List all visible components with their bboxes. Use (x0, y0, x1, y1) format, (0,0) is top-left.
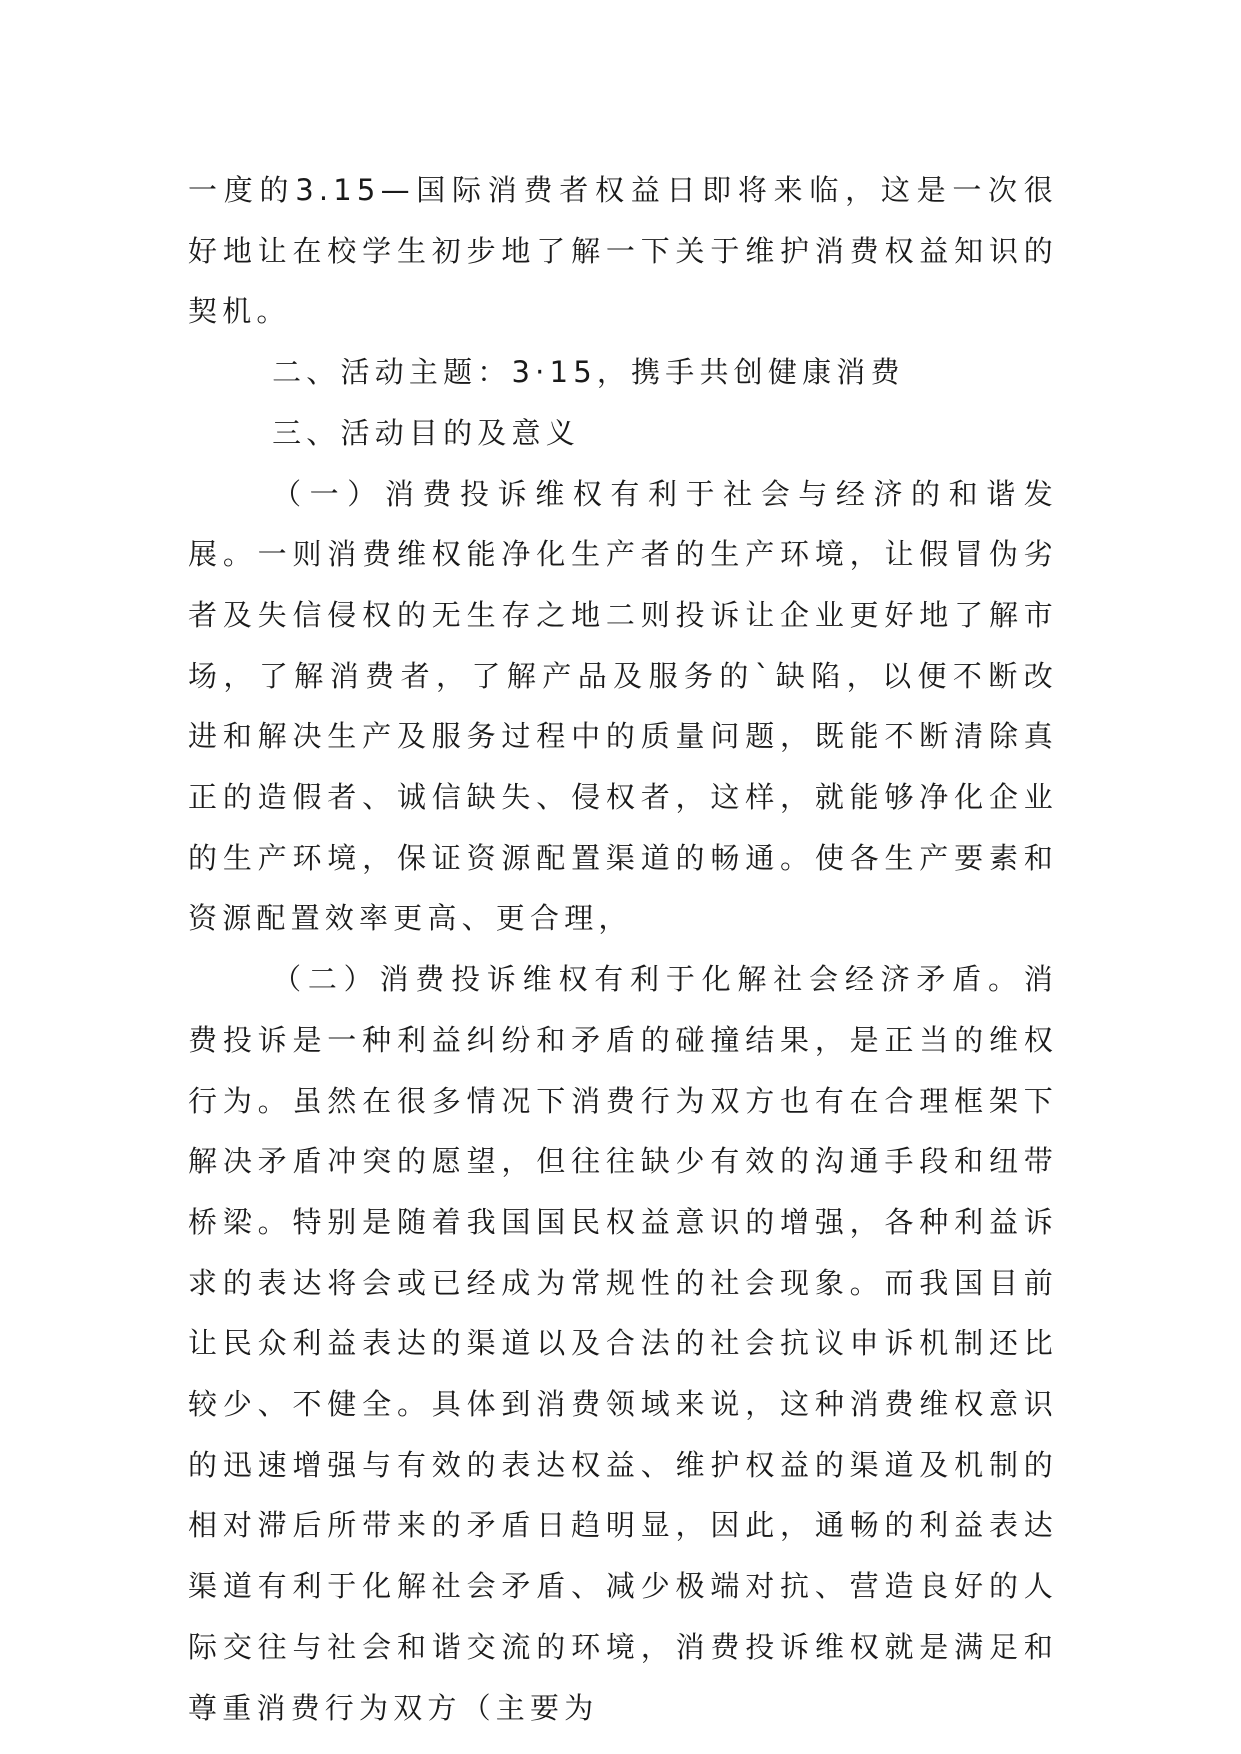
paragraph-intro: 一度的3.15—国际消费者权益日即将来临，这是一次很好地让在校学生初步地了解一下关于维护消费权益知识的契机。 (188, 173, 1058, 329)
paragraph-point-one: （一）消费投诉维权有利于社会与经济的和谐发展。一则消费维权能净化生产者的生产环境，让假冒伪劣者及失信侵权的无生存之地二则投诉让企业更好地了解市场，了解消费者，了解产品及服务的`缺陷，以便不断改进和解决生产及服务过程中的质量问题，既能不断清除真正的造假者、诚信缺失、侵权者，这样，就能够净化企业的生产环境，保证资源配置渠道的畅通。使各生产要素和资源配置效率更高、更合理， (188, 476, 1058, 936)
document-body (188, 160, 1058, 1738)
paragraph-point-two: （二）消费投诉维权有利于化解社会经济矛盾。消费投诉是一种利益纠纷和矛盾的碰撞结果，是正当的维权行为。虽然在很多情况下消费行为双方也有在合理框架下解决矛盾冲突的愿望，但往往缺少有效的沟通手段和纽带桥梁。特别是随着我国国民权益意识的增强，各种利益诉求的表达将会或已经成为常规性的社会现象。而我国目前让民众利益表达的渠道以及合法的社会抗议申诉机制还比较少、不健全。具体到消费领域来说，这种消费维权意识的迅速增强与有效的表达权益、维护权益的渠道及机制的相对滞后所带来的矛盾日趋明显，因此，通畅的利益表达渠道有利于化解社会矛盾、减少极端对抗、营造良好的人际交往与社会和谐交流的环境，消费投诉维权就是满足和尊重消费行为双方（主要为 (188, 962, 1058, 1725)
heading-activity-purpose: 三、活动目的及意义 (272, 415, 580, 450)
heading-activity-theme: 二、活动主题：3·15，携手共创健康消费 (272, 355, 905, 390)
